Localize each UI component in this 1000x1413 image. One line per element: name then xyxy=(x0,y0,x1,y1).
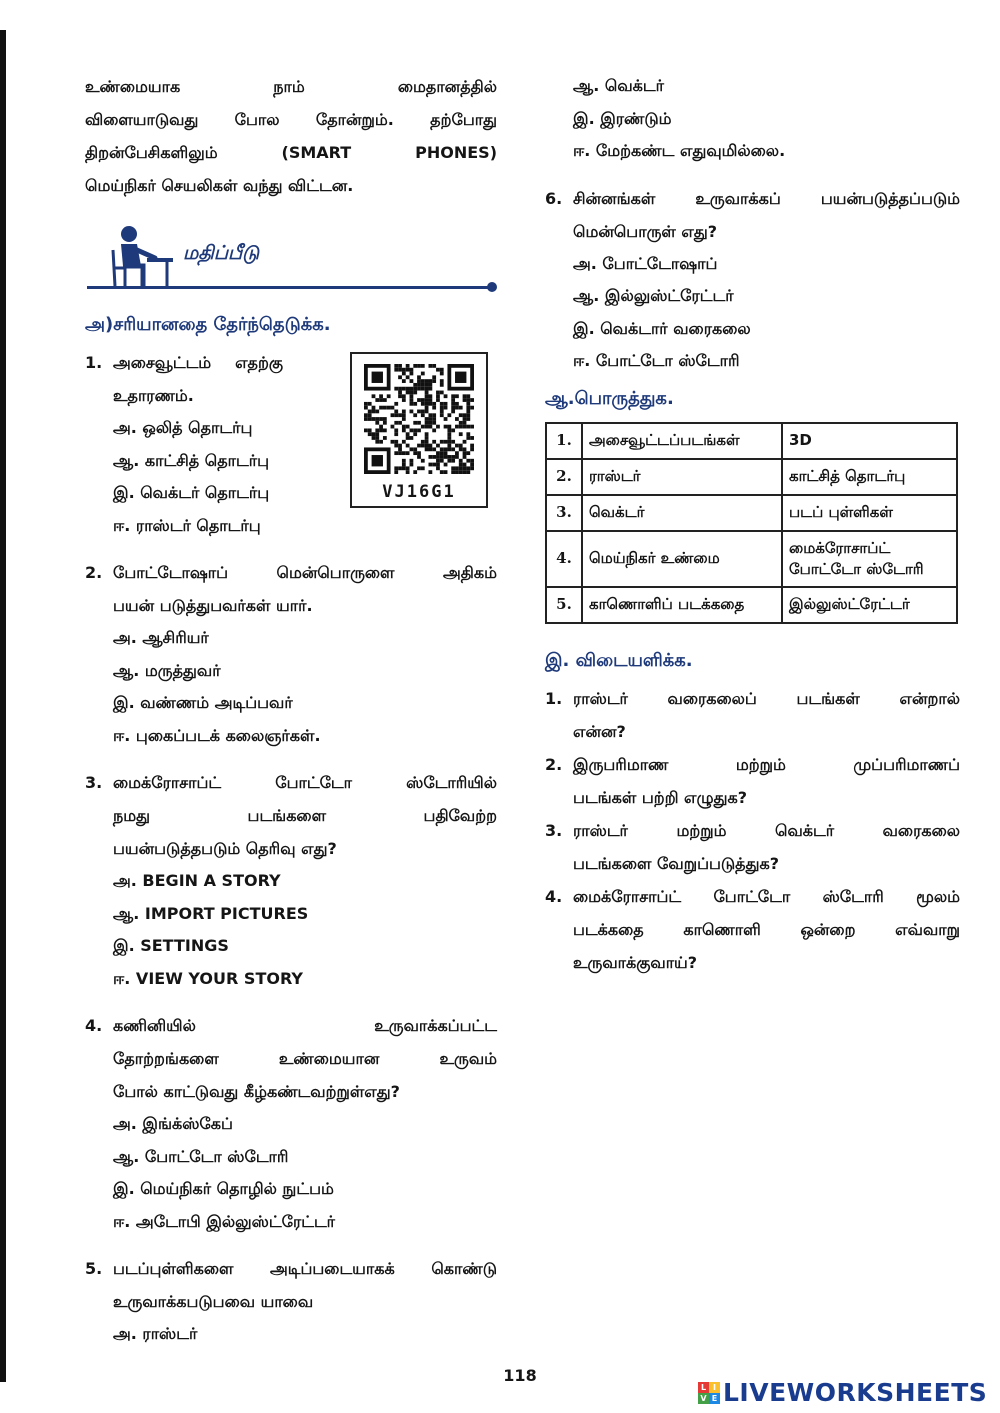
question-number: 2. xyxy=(545,754,563,774)
question-block xyxy=(85,556,497,766)
intro-paragraph xyxy=(85,70,497,202)
page-number: 118 xyxy=(503,1366,537,1385)
qr-code-label: VJ16G1 xyxy=(382,482,456,502)
question-text xyxy=(573,748,960,814)
text-line: விளையாடுவது போல தோன்றும். தற்போது xyxy=(85,110,497,129)
section-title: மதிப்பீடு xyxy=(183,242,260,264)
left-column xyxy=(85,70,497,1351)
logo-letter: V xyxy=(698,1393,709,1404)
option-item: ஈ. ராஸ்டர் தொடர்பு xyxy=(113,515,261,535)
question-text xyxy=(113,766,497,865)
section-divider-dot xyxy=(487,282,497,292)
text-line: திறன்பேசிகளிலும் (SMART PHONES) xyxy=(85,143,497,162)
options xyxy=(113,1108,497,1238)
short-answer-list xyxy=(545,682,960,979)
question-block xyxy=(85,766,497,1009)
match-left-cell: மெய்நிகர் உண்மை xyxy=(582,531,782,587)
text-line: படங்கள் பற்றி எழுதுக? xyxy=(573,787,747,807)
option-item: ஆ. வெக்டர் xyxy=(573,76,664,95)
match-right-cell: காட்சித் தொடர்பு xyxy=(782,459,957,495)
question-number: 6. xyxy=(545,188,563,208)
match-row xyxy=(546,531,957,587)
text-line: சின்னங்கள் உருவாக்கப் பயன்படுத்தப்படும் xyxy=(573,188,960,208)
match-left-cell: வெக்டர் xyxy=(582,495,782,531)
text-line: தோற்றங்களை உண்மையான உருவம் xyxy=(113,1049,497,1068)
option-item: இ. SETTINGS xyxy=(113,936,229,955)
match-row xyxy=(546,423,957,459)
question-number: 1. xyxy=(85,353,103,372)
text-line: ராஸ்டர் மற்றும் வெக்டர் வரைகலை xyxy=(573,820,960,840)
question-number: 5. xyxy=(85,1259,103,1278)
option-item: ஆ. காட்சித் தொடர்பு xyxy=(113,450,269,470)
match-left-cell: காணொளிப் படக்கதை xyxy=(582,587,782,623)
text-line: படக்கதை காணொளி ஒன்றை எவ்வாறு xyxy=(573,919,960,939)
part-c-title: இ. விடையளிக்க. xyxy=(545,649,693,671)
option-item: அ. போட்டோஷாப் xyxy=(573,253,718,273)
question-text xyxy=(573,682,960,748)
match-right-cell: மைக்ரோசாப்ட் போட்டோ ஸ்டோரி xyxy=(782,531,957,587)
question-text xyxy=(113,346,283,412)
option-item: அ. BEGIN A STORY xyxy=(113,871,281,890)
match-right-cell: இல்லுஸ்ட்ரேட்டர் xyxy=(782,587,957,623)
text-line: கணினியில் உருவாக்கப்பட்ட xyxy=(113,1016,497,1035)
option-item: ஆ. IMPORT PICTURES xyxy=(113,903,309,923)
match-row xyxy=(546,587,957,623)
question-stem xyxy=(545,182,960,248)
match-row xyxy=(546,495,957,531)
option-item: இ. இரண்டும் xyxy=(573,108,672,128)
question-6 xyxy=(545,182,960,378)
option-item: ஈ. புகைப்படக் கலைஞர்கள். xyxy=(113,725,321,745)
text-line: படப்புள்ளிகளை அடிப்படையாகக் கொண்டு xyxy=(113,1259,497,1278)
text-line: உருவாக்கபடுபவை யாவை xyxy=(113,1292,314,1311)
option-item: இ. வெக்டர் தொடர்பு xyxy=(113,483,270,502)
right-column xyxy=(545,70,960,979)
question-text xyxy=(573,814,960,880)
match-left-cell: அசைவூட்டப்படங்கள் xyxy=(582,423,782,459)
match-right-cell: 3D xyxy=(782,423,957,459)
question-text xyxy=(573,880,960,979)
text-line: உதாரணம். xyxy=(113,386,194,405)
option-item: அ. இங்க்ஸ்கேப் xyxy=(113,1114,233,1133)
question-number: 4. xyxy=(545,886,563,906)
question-text xyxy=(113,1252,497,1318)
question-block xyxy=(545,748,960,814)
match-number: 3. xyxy=(546,495,582,531)
question-number: 2. xyxy=(85,563,103,582)
text-line: இருபரிமாண மற்றும் முப்பரிமாணப் xyxy=(573,754,960,774)
question-stem xyxy=(545,682,960,748)
options xyxy=(113,1318,497,1351)
question-block xyxy=(545,682,960,748)
match-table xyxy=(545,422,958,624)
text-line: நமது படங்களை பதிவேற்ற xyxy=(113,806,497,825)
text-line: மெய்நிகர் செயலிகள் வந்து விட்டன. xyxy=(85,176,354,195)
option-item: ஆ. இல்லுஸ்ட்ரேட்டர் xyxy=(573,286,734,305)
assessment-header xyxy=(85,220,497,300)
q5-options-continued xyxy=(573,70,960,168)
question-block xyxy=(85,1009,497,1252)
options xyxy=(573,248,960,378)
text-line: உண்மையாக நாம் மைதானத்தில் xyxy=(85,77,497,96)
option-item: ஆ. போட்டோ ஸ்டோரி xyxy=(113,1146,289,1166)
liveworksheets-logo-icon xyxy=(698,1382,720,1404)
text-line: ராஸ்டர் வரைகலைப் படங்கள் என்றால் xyxy=(573,688,960,708)
match-number: 1. xyxy=(546,423,582,459)
question-block xyxy=(85,1252,497,1351)
option-item: ஈ. மேற்கண்ட எதுவுமில்லை. xyxy=(573,141,786,160)
question-number: 4. xyxy=(85,1016,103,1035)
text-line: போல் காட்டுவது கீழ்கண்டவற்றுள்எது? xyxy=(113,1082,400,1101)
option-item: அ. ஆசிரியர் xyxy=(113,628,209,647)
question-text xyxy=(573,182,960,248)
match-number: 4. xyxy=(546,531,582,587)
question-stem xyxy=(545,880,960,979)
qr-code xyxy=(362,364,476,474)
text-line: போட்டோஷாப் மென்பொருளை அதிகம் xyxy=(113,563,497,582)
logo-letter: I xyxy=(709,1382,720,1393)
question-stem xyxy=(85,766,497,865)
question-number: 1. xyxy=(545,688,563,708)
text-line: பயன்படுத்தபடும் தெரிவு எது? xyxy=(113,839,337,858)
options xyxy=(113,622,497,752)
option-item: அ. ஒலித் தொடர்பு xyxy=(113,418,253,437)
match-left-cell: ராஸ்டர் xyxy=(582,459,782,495)
logo-letter: E xyxy=(709,1393,720,1404)
text-line: அசைவூட்டம் எதற்கு xyxy=(113,353,283,372)
text-line: உருவாக்குவாய்? xyxy=(573,952,698,972)
question-block xyxy=(545,814,960,880)
match-number: 5. xyxy=(546,587,582,623)
part-b-title: ஆ.பொருத்துக. xyxy=(545,387,674,409)
qr-code-box xyxy=(350,352,488,508)
question-block xyxy=(545,182,960,378)
question-stem xyxy=(85,556,497,622)
question-stem xyxy=(545,814,960,880)
option-item: ஈ. போட்டோ ஸ்டோரி xyxy=(573,351,740,370)
student-desk-icon xyxy=(107,224,187,294)
option-item: ஈ. அடோபி இல்லுஸ்ட்ரேட்டர் xyxy=(113,1211,336,1231)
option-item: இ. வெக்டார் வரைகலை xyxy=(573,318,751,338)
option-item: ஆ. மருத்துவர் xyxy=(113,660,221,680)
logo-letter: L xyxy=(698,1382,709,1393)
text-line: பயன் படுத்துபவர்கள் யார். xyxy=(113,596,313,615)
question-text xyxy=(113,556,497,622)
option-item: இ. மெய்நிகர் தொழில் நுட்பம் xyxy=(113,1179,334,1198)
text-line: மைக்ரோசாப்ட் போட்டோ ஸ்டோரியில் xyxy=(113,773,497,792)
liveworksheets-brand xyxy=(698,1378,987,1407)
text-line: என்ன? xyxy=(573,721,626,741)
question-number: 3. xyxy=(85,773,103,792)
match-right-cell: படப் புள்ளிகள் xyxy=(782,495,957,531)
question-block xyxy=(545,880,960,979)
question-number: 3. xyxy=(545,820,563,840)
text-line: படங்களை வேறுப்படுத்துக? xyxy=(573,853,779,873)
text-line: மென்பொருள் எது? xyxy=(573,221,718,241)
section-divider xyxy=(87,286,495,289)
option-item: ஈ. VIEW YOUR STORY xyxy=(113,968,303,988)
text-line: மைக்ரோசாப்ட் போட்டோ ஸ்டோரி மூலம் xyxy=(573,886,960,906)
question-stem xyxy=(85,1252,497,1318)
match-row xyxy=(546,459,957,495)
brand-name: LIVEWORKSHEETS xyxy=(723,1378,988,1407)
option-item: அ. ராஸ்டர் xyxy=(113,1324,198,1343)
options xyxy=(113,865,497,995)
option-item: இ. வண்ணம் அடிப்பவர் xyxy=(113,693,293,712)
part-a-title: அ)சரியானதை தேர்ந்தெடுக்க. xyxy=(85,314,331,335)
match-number: 2. xyxy=(546,459,582,495)
question-stem xyxy=(545,748,960,814)
question-stem xyxy=(85,1009,497,1108)
question-text xyxy=(113,1009,497,1108)
left-margin-rule xyxy=(0,30,6,1382)
